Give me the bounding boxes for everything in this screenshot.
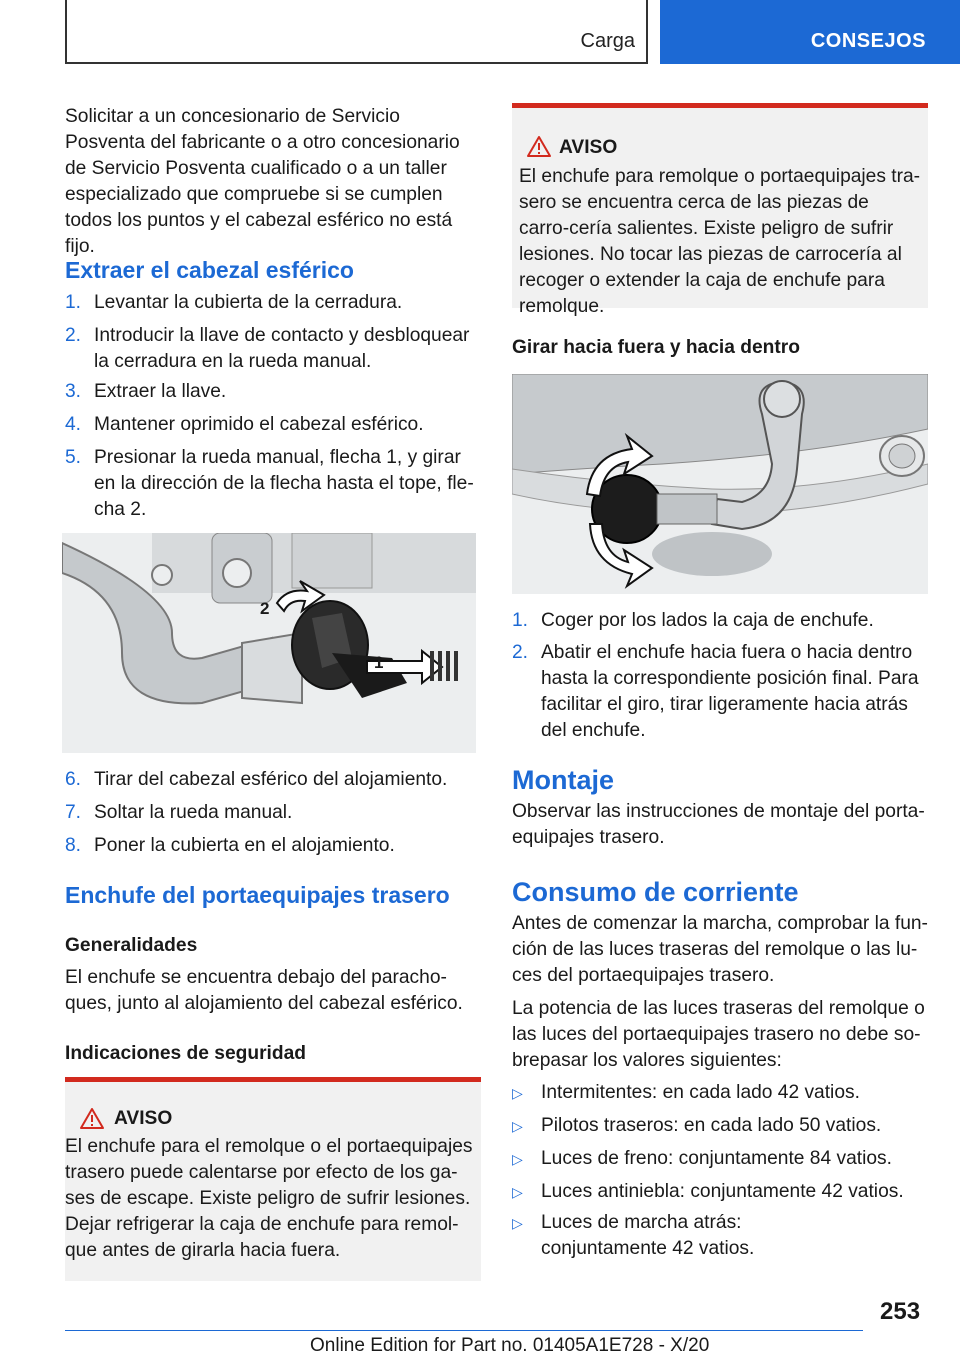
list-text: Levantar la cubierta de la cerradura. [94,292,403,313]
list-number: 5. [65,447,82,468]
list-number: 8. [65,835,82,856]
heading-extraer: Extraer el cabezal esférico [65,257,354,283]
hitch-lock-illustration [62,533,476,753]
warning-title: AVISO [114,1108,173,1129]
paragraph-consumo-2: La potencia de las luces traseras del remolque o las luces del portaequipajes trasero no debe so-brepasar los valores siguientes: [512,998,925,1071]
list-text: Soltar la rueda manual. [94,802,293,823]
warning-text: El enchufe para remolque o portaequipajes tra-sero se encuentra cerca de las piezas de carro-cería salientes. Existe peligro de sufrir lesiones. No tocar las piezas de carrocería al recoger o extender la caja de enchufe para remolque. [519,166,921,317]
heading-girar: Girar hacia fuera y hacia dentro [512,337,800,358]
heading-indicaciones: Indicaciones de seguridad [65,1043,306,1064]
header-frame [65,0,648,64]
list-text: Extraer la llave. [94,381,227,402]
socket-swivel-illustration [512,374,928,594]
heading-montaje: Montaje [512,765,615,795]
warning-text: El enchufe para el remolque o el portaequipajes trasero puede calentarse por efecto de los ga-ses de escape. Existe peligro de sufrir lesiones. Dejar refrigerar la caja de enchufe para remol-que antes de girarla hacia fuera. [65,1136,473,1261]
intro-paragraph: Solicitar a un concesionario de Servicio Posventa del fabricante o a otro concesionario de Servicio Posventa cualificado o a un taller especializado que compruebe si se cumplen todos los puntos y el cabezal esférico no está fijo. [65,106,460,257]
list-text: Intermitentes: en cada lado 42 vatios. [541,1082,860,1103]
list-text: Luces de marcha atrás: conjuntamente 42 vatios. [541,1212,755,1259]
list-number: 3. [65,381,82,402]
paragraph-montaje: Observar las instrucciones de montaje del porta-equipajes trasero. [512,801,925,848]
list-number: 6. [65,769,82,790]
list-text: Abatir el enchufe hacia fuera o hacia dentro hasta la correspondiente posición final. Para facilitar el giro, tirar ligeramente hacia atrás del enchufe. [541,642,919,741]
footer-divider [65,1330,863,1331]
list-text: Poner la cubierta en el alojamiento. [94,835,395,856]
list-text: Tirar del cabezal esférico del alojamiento. [94,769,448,790]
list-text: Coger por los lados la caja de enchufe. [541,610,874,631]
section-title: Carga [580,30,635,52]
triangle-bullet-icon: ▷ [512,1215,523,1231]
paragraph-consumo-1: Antes de comenzar la marcha, comprobar la fun-ción de las luces traseras del remolque o las lu-ces del portaequipajes trasero. [512,913,928,986]
heading-enchufe: Enchufe del portaequipajes trasero [65,882,450,908]
list-text: Pilotos traseros: en cada lado 50 vatios. [541,1115,882,1136]
paragraph-generalidades: El enchufe se encuentra debajo del paracho-ques, junto al alojamiento del cabezal esférico. [65,967,463,1014]
list-number: 2. [65,325,82,346]
warning-triangle-icon [79,1107,105,1130]
figure-label-1: 1 [374,653,384,672]
triangle-bullet-icon: ▷ [512,1085,523,1101]
heading-consumo: Consumo de corriente [512,877,799,907]
warning-triangle-icon [526,135,552,158]
warning-title: AVISO [559,137,618,158]
list-text: Luces antiniebla: conjuntamente 42 vatios. [541,1181,904,1202]
triangle-bullet-icon: ▷ [512,1184,523,1200]
list-number: 2. [512,642,529,663]
figure-label-2: 2 [260,599,270,618]
chapter-tab: CONSEJOS [660,0,960,64]
list-number: 1. [512,610,529,631]
list-number: 7. [65,802,82,823]
heading-generalidades: Generalidades [65,935,198,956]
figure-socket-swivel [512,374,928,594]
list-text: Luces de freno: conjuntamente 84 vatios. [541,1148,892,1169]
triangle-bullet-icon: ▷ [512,1118,523,1134]
page-number: 253 [880,1298,921,1325]
figure-hitch-lock [62,533,476,753]
warning-box [65,1077,481,1281]
list-number: 4. [65,414,82,435]
list-text: Mantener oprimido el cabezal esférico. [94,414,424,435]
warning-box [512,103,928,317]
triangle-bullet-icon: ▷ [512,1151,523,1167]
list-text: Presionar la rueda manual, flecha 1, y girar en la dirección de la flecha hasta el tope, fle-cha 2. [94,447,474,520]
list-text: Introducir la llave de contacto y desbloquear la cerradura en la rueda manual. [94,325,470,372]
list-number: 1. [65,292,82,313]
footer-edition: Online Edition for Part no. 01405A1E728 - X/20 [310,1335,710,1356]
